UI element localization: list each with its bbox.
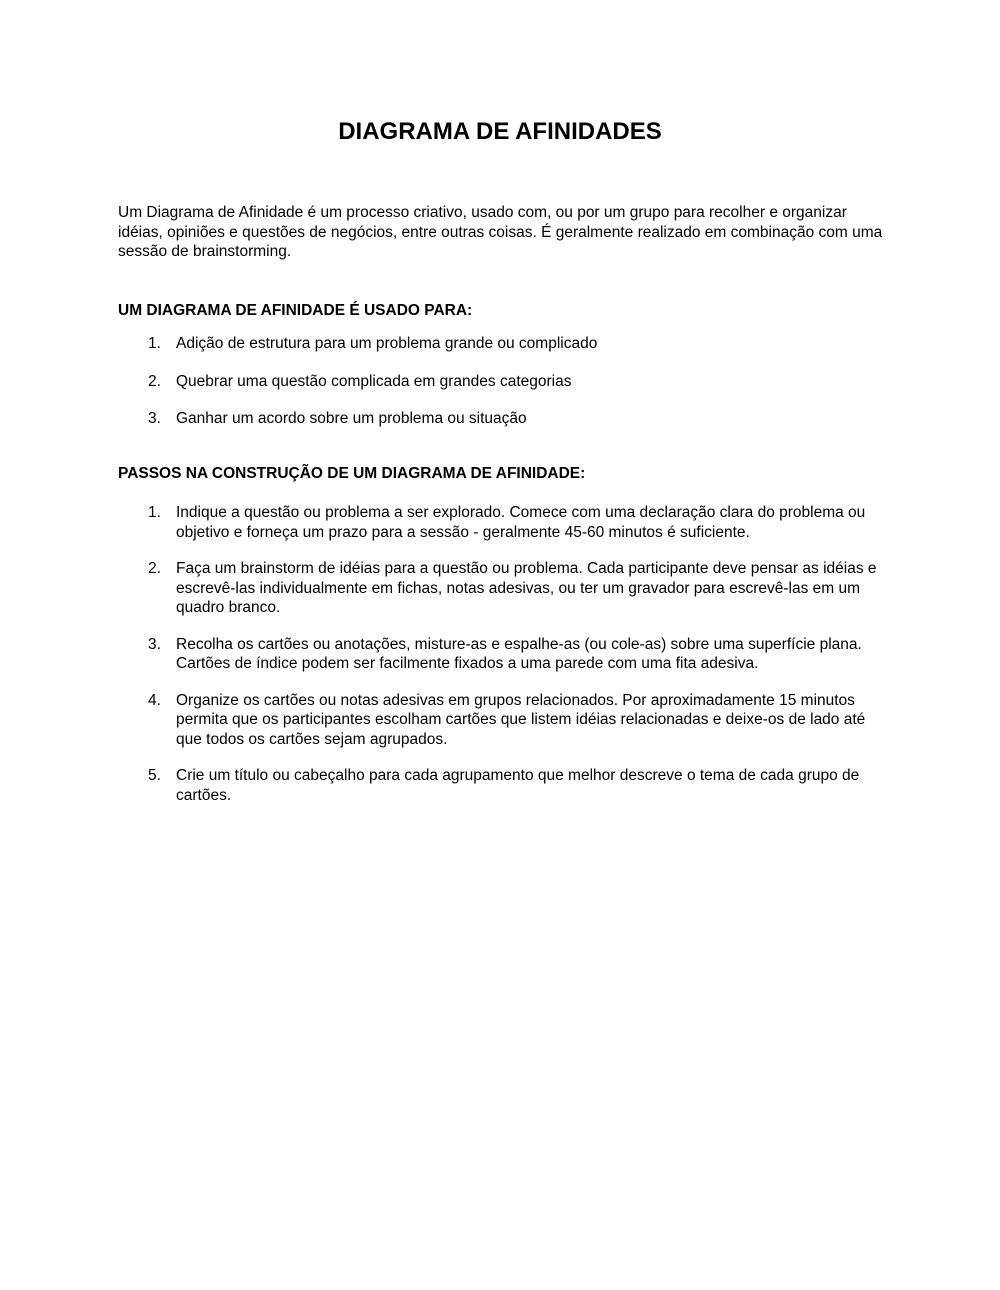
list-item (118, 372, 888, 392)
list-item (118, 409, 888, 429)
list-item (118, 334, 888, 354)
list-item-number: 1. (148, 335, 161, 352)
section-heading-steps: PASSOS NA CONSTRUÇÃO DE UM DIAGRAMA DE AFINIDADE: (118, 465, 586, 482)
intro-paragraph: Um Diagrama de Afinidade é um processo criativo, usado com, ou por um grupo para recolher e organizar idéias, opiniões e questões de negócios, entre outras coisas. É geralmente realizado em combinação com uma sessão de brainstorming. (118, 204, 883, 260)
uses-list (118, 334, 888, 447)
list-item-text: Indique a questão ou problema a ser explorado. Comece com uma declaração clara do problema ou objetivo e forneça um prazo para a sessão - geralmente 45-60 minutos é suficiente. (176, 504, 866, 541)
list-item (118, 559, 888, 618)
list-item (118, 766, 888, 805)
list-item-text: Adição de estrutura para um problema grande ou complicado (176, 335, 598, 352)
list-item-text: Quebrar uma questão complicada em grandes categorias (176, 372, 572, 390)
list-item-number: 3. (148, 410, 161, 427)
list-item-number: 5. (148, 767, 161, 784)
list-item-text: Recolha os cartões ou anotações, misture-as e espalhe-as (ou cole-as) sobre uma superfície plana. Cartões de índice podem ser facilmente fixados a uma parede com uma fita adesiva. (176, 635, 862, 672)
list-item-number: 3. (148, 635, 161, 653)
steps-list (118, 503, 888, 822)
list-item (118, 503, 888, 542)
list-item-number: 1. (148, 504, 161, 521)
list-item (118, 635, 888, 674)
list-item-text: Faça um brainstorm de idéias para a questão ou problema. Cada participante deve pensar as idéias e escrevê-las individualmente em fichas, notas adesivas, ou ter um gravador para escrevê-las em um quadro branco. (176, 560, 877, 616)
section-heading-uses: UM DIAGRAMA DE AFINIDADE É USADO PARA: (118, 302, 473, 319)
list-item-number: 2. (148, 560, 161, 577)
document-title: DIAGRAMA DE AFINIDADES (338, 118, 662, 145)
list-item-number: 2. (148, 372, 161, 390)
list-item-number: 4. (148, 691, 161, 709)
list-item-text: Ganhar um acordo sobre um problema ou situação (176, 410, 527, 427)
list-item-text: Organize os cartões ou notas adesivas em grupos relacionados. Por aproximadamente 15 minutos permita que os participantes escolham cartões que listem idéias relacionadas e deixe-os de lado até que todos os cartões sejam agrupados. (176, 691, 866, 748)
list-item-text: Crie um título ou cabeçalho para cada agrupamento que melhor descreve o tema de cada grupo de cartões. (176, 767, 860, 804)
list-item (118, 691, 888, 750)
